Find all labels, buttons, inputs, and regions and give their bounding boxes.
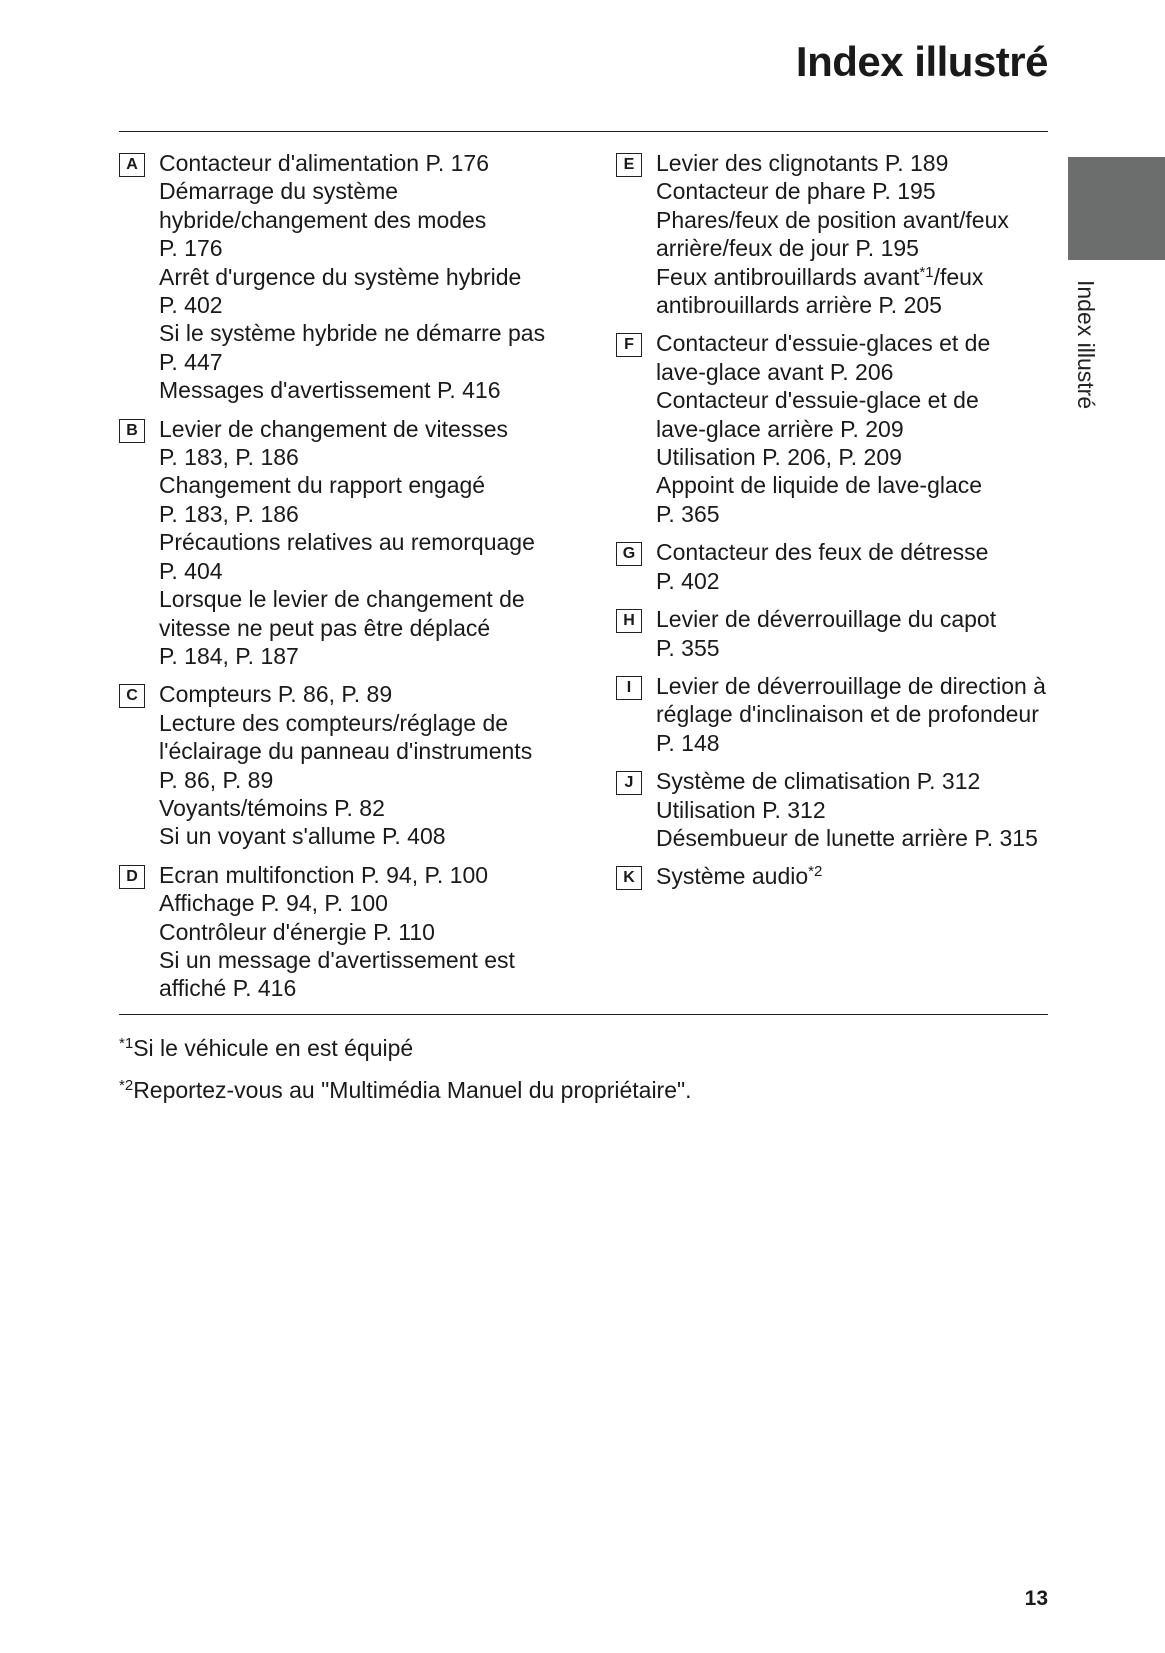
- entry-letter-box: J: [616, 771, 642, 795]
- left-column: [119, 149, 564, 1013]
- entry-line: P. 402: [159, 292, 223, 319]
- entry-letter-box: A: [119, 153, 145, 177]
- entry-line: P. 365: [656, 500, 720, 527]
- entry-line: Changement du rapport engagé: [159, 472, 486, 499]
- entry-line: Lecture des compteurs/réglage de: [159, 709, 509, 736]
- entry-line: Si un message d'avertissement est: [159, 946, 515, 973]
- entry-line: arrière/feux de jour P. 195: [656, 235, 919, 262]
- entry-line: Levier de déverrouillage du capot: [656, 606, 997, 633]
- top-divider: [119, 131, 1048, 132]
- entry-line-suffix: /feux: [933, 263, 984, 290]
- bottom-divider: [119, 1014, 1048, 1015]
- index-entry-i: [616, 672, 1056, 757]
- index-entry-b: [119, 415, 564, 671]
- entry-line: Désembueur de lunette arrière P. 315: [656, 824, 1038, 851]
- entry-line: P. 402: [656, 567, 720, 594]
- entry-line: P. 355: [656, 634, 720, 661]
- entry-line: Levier de déverrouillage de direction à: [656, 672, 1046, 699]
- entry-line-text: Système audio: [656, 863, 809, 890]
- index-entry-f: [616, 329, 1056, 528]
- entry-line: Contacteur des feux de détresse: [656, 539, 989, 566]
- index-entry-d: [119, 861, 564, 1003]
- footnote-ref-1: *1: [919, 263, 934, 281]
- entry-line: P. 404: [159, 557, 223, 584]
- entry-line: Ecran multifonction P. 94, P. 100: [159, 861, 489, 888]
- entry-line-fog-front: [656, 263, 1056, 291]
- entry-line: l'éclairage du panneau d'instruments: [159, 738, 533, 765]
- entry-line: P. 447: [159, 348, 223, 375]
- index-entry-c: [119, 680, 564, 850]
- footnote-mark: *2: [119, 1077, 134, 1094]
- footnote-text: Reportez-vous au "Multimédia Manuel du propriétaire".: [133, 1077, 692, 1103]
- entry-letter-box: F: [616, 333, 642, 357]
- entry-letter-box: C: [119, 684, 145, 708]
- entry-line: Phares/feux de position avant/feux: [656, 206, 1009, 233]
- entry-line: Messages d'avertissement P. 416: [159, 377, 501, 404]
- entry-letter-box: D: [119, 865, 145, 889]
- entry-letter-box: E: [616, 153, 642, 177]
- entry-line: Levier des clignotants P. 189: [656, 150, 949, 176]
- entry-line: Affichage P. 94, P. 100: [159, 890, 388, 917]
- entry-line: Levier de changement de vitesses: [159, 415, 509, 442]
- entry-letter-box: B: [119, 419, 145, 443]
- entry-line: P. 86, P. 89: [159, 766, 274, 793]
- entry-line: Précautions relatives au remorquage: [159, 529, 535, 556]
- entry-line: Utilisation P. 312: [656, 796, 826, 823]
- entry-line: hybride/changement des modes: [159, 206, 487, 233]
- footnote-mark: *1: [119, 1035, 134, 1052]
- entry-letter-box: H: [616, 609, 642, 633]
- entry-line: P. 148: [656, 729, 720, 756]
- entry-line: antibrouillards arrière P. 205: [656, 292, 942, 319]
- index-entry-k: [616, 862, 1056, 890]
- entry-line: Si le système hybride ne démarre pas: [159, 320, 546, 347]
- entry-line: P. 183, P. 186: [159, 500, 299, 527]
- index-entry-j: [616, 767, 1056, 852]
- right-column: [616, 149, 1056, 901]
- entry-line: Démarrage du système: [159, 178, 399, 205]
- entry-line: affiché P. 416: [159, 975, 297, 1002]
- entry-line: Compteurs P. 86, P. 89: [159, 681, 393, 708]
- entry-line: Système de climatisation P. 312: [656, 768, 981, 795]
- entry-line: Voyants/témoins P. 82: [159, 794, 385, 821]
- entry-letter-box: K: [616, 866, 642, 890]
- index-entry-h: [616, 605, 1056, 662]
- footnote-ref-2: *2: [808, 863, 823, 881]
- entry-line: Contacteur de phare P. 195: [656, 178, 936, 205]
- index-entry-e: [616, 149, 1056, 319]
- section-tab-block: [1068, 157, 1165, 260]
- entry-line: P. 183, P. 186: [159, 444, 299, 471]
- entry-letter-box: I: [616, 676, 642, 700]
- entry-line: vitesse ne peut pas être déplacé: [159, 614, 491, 641]
- entry-line: Contacteur d'alimentation P. 176: [159, 150, 490, 176]
- index-entry-a: [119, 149, 564, 405]
- footnote-2: [119, 1077, 692, 1104]
- page-title: Index illustré: [795, 38, 1048, 85]
- entry-letter-box: G: [616, 542, 642, 566]
- entry-line: Contacteur d'essuie-glace et de: [656, 387, 979, 414]
- entry-line: lave-glace avant P. 206: [656, 358, 894, 385]
- section-tab-text: Index illustré: [1073, 280, 1099, 410]
- entry-line: réglage d'inclinaison et de profondeur: [656, 701, 1039, 728]
- entry-line: Lorsque le levier de changement de: [159, 586, 525, 613]
- entry-line-audio: [656, 862, 1056, 890]
- entry-line: Appoint de liquide de lave-glace: [656, 472, 983, 499]
- entry-line: Si un voyant s'allume P. 408: [159, 823, 446, 850]
- entry-line: P. 184, P. 187: [159, 642, 299, 669]
- footnote-1: [119, 1035, 413, 1062]
- index-entry-g: [616, 538, 1056, 595]
- entry-line: Utilisation P. 206, P. 209: [656, 444, 902, 471]
- entry-line: Arrêt d'urgence du système hybride: [159, 263, 522, 290]
- entry-line: lave-glace arrière P. 209: [656, 415, 904, 442]
- entry-line-text: Feux antibrouillards avant: [656, 263, 920, 290]
- entry-line: Contacteur d'essuie-glaces et de: [656, 330, 991, 357]
- page-number: 13: [1024, 1587, 1048, 1610]
- entry-line: Contrôleur d'énergie P. 110: [159, 918, 435, 945]
- footnote-text: Si le véhicule en est équipé: [133, 1035, 414, 1061]
- entry-line: P. 176: [159, 235, 223, 262]
